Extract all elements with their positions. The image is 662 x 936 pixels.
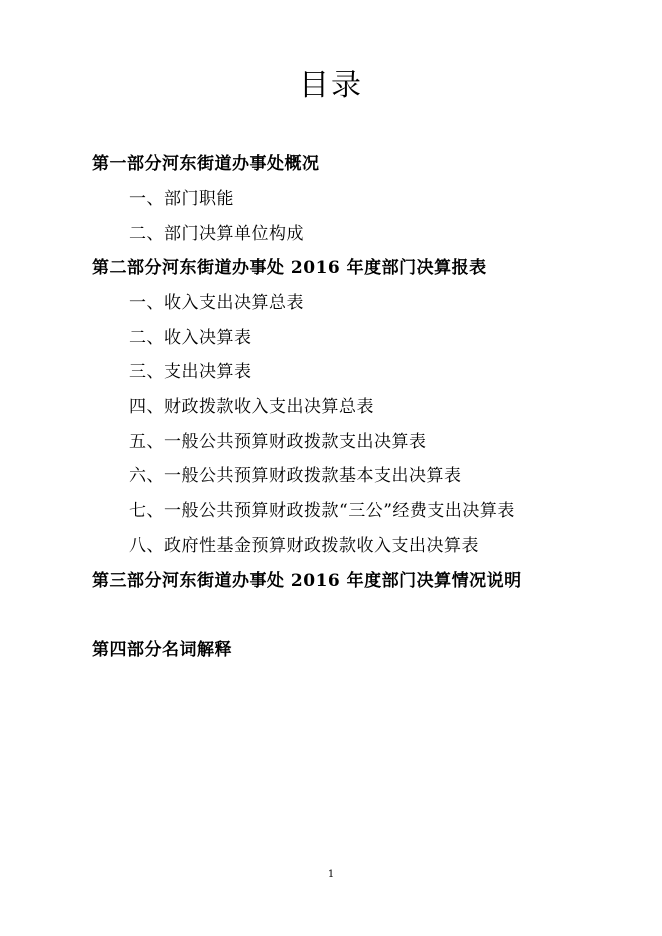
toc-section-1: 第一部分河东街道办事处概况: [92, 154, 320, 174]
toc-item-2-3: 三、支出决算表: [129, 362, 252, 382]
toc-item-1-1: 一、部门职能: [129, 189, 234, 209]
toc-item-2-6: 六、一般公共预算财政拨款基本支出决算表: [129, 466, 462, 486]
page-number: 1: [327, 869, 335, 880]
toc-item-2-2: 二、收入决算表: [129, 328, 252, 348]
toc-item-2-5: 五、一般公共预算财政拨款支出决算表: [129, 432, 427, 452]
toc-section-2: 第二部分河东街道办事处 2016 年度部门决算报表: [92, 258, 487, 278]
toc-item-2-4: 四、财政拨款收入支出决算总表: [129, 397, 374, 417]
toc-section-4: 第四部分名词解释: [92, 640, 232, 660]
toc-item-2-1: 一、收入支出决算总表: [129, 293, 304, 313]
toc-section-3: 第三部分河东街道办事处 2016 年度部门决算情况说明: [92, 571, 522, 591]
toc-item-1-2: 二、部门决算单位构成: [129, 224, 304, 244]
toc-item-2-8: 八、政府性基金预算财政拨款收入支出决算表: [129, 536, 479, 556]
toc-item-2-7: 七、一般公共预算财政拨款“三公”经费支出决算表: [129, 501, 515, 521]
page-title: 目录: [299, 68, 363, 103]
